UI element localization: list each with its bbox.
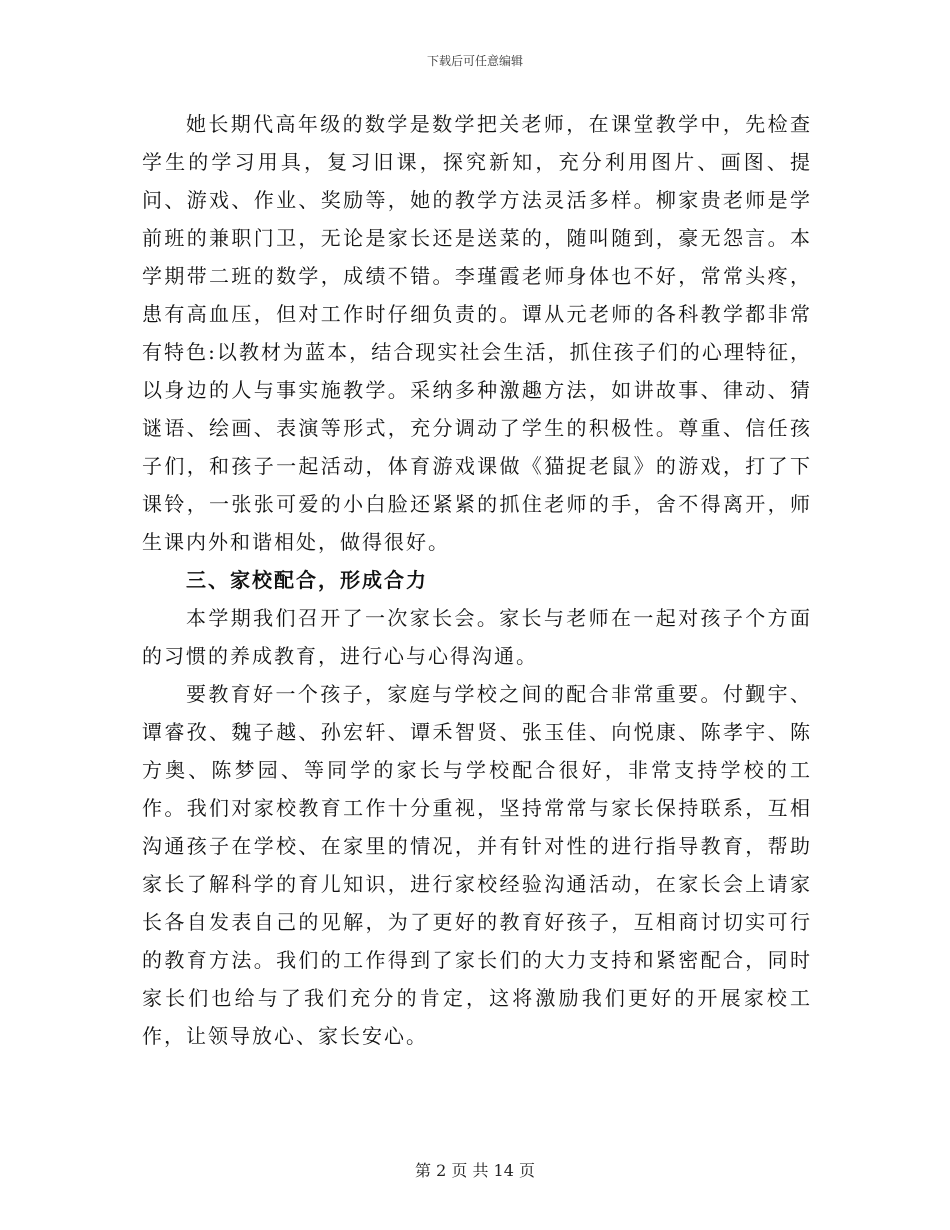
section-heading: 三、家校配合，形成合力: [186, 568, 428, 592]
page-header: 下载后可任意编辑: [426, 54, 523, 68]
paragraph-teachers: 她长期代高年级的数学是数学把关老师，在课堂教学中，先检查学生的学习用具，复习旧课，探究新知，充分利用图片、画图、提问、游戏、作业、奖励等，她的教学方法灵活多样。柳家贵老师是学前班的兼职门卫，无论是家长还是送菜的，随叫随到，豪无怨言。本学期带二班的数学，成绩不错。李瑾霞老师身体也不好，常常头疼，患有高血压，但对工作时仔细负责的。谭从元老师的各科教学都非常有特色:以教材为蓝本，结合现实社会生活，抓住孩子们的心理特征，以身边的人与事实施教学。采纳多种激趣方法，如讲故事、律动、猜谜语、绘画、表演等形式，充分调动了学生的积极性。尊重、信任孩子们，和孩子一起活动，体育游戏课做《猫捉老鼠》的游戏，打了下课铃，一张张可爱的小白脸还紧紧的抓住老师的手，舍不得离开，师生课内外和谐相处，做得很好。: [142, 112, 812, 554]
paragraph-parent-meeting: 本学期我们召开了一次家长会。家长与老师在一起对孩子个方面的习惯的养成教育，进行心与心得沟通。: [142, 606, 812, 668]
page-number: 第 2 页 共 14 页: [415, 1161, 535, 1180]
document-body: [142, 105, 812, 1055]
paragraph-home-school: 要教育好一个孩子，家庭与学校之间的配合非常重要。付觐宇、谭睿孜、魏子越、孙宏轩、谭禾智贤、张玉佳、向悦康、陈孝宇、陈方奥、陈梦园、等同学的家长与学校配合很好，非常支持学校的工作。我们对家校教育工作十分重视，坚持常常与家长保持联系，互相沟通孩子在学校、在家里的情况，并有针对性的进行指导教育，帮助家长了解科学的育儿知识，进行家校经验沟通活动，在家长会上请家长各自发表自己的见解，为了更好的教育好孩子，互相商讨切实可行的教育方法。我们的工作得到了家长们的大力支持和紧密配合，同时家长们也给与了我们充分的肯定，这将激励我们更好的开展家校工作，让领导放心、家长安心。: [142, 682, 812, 1048]
